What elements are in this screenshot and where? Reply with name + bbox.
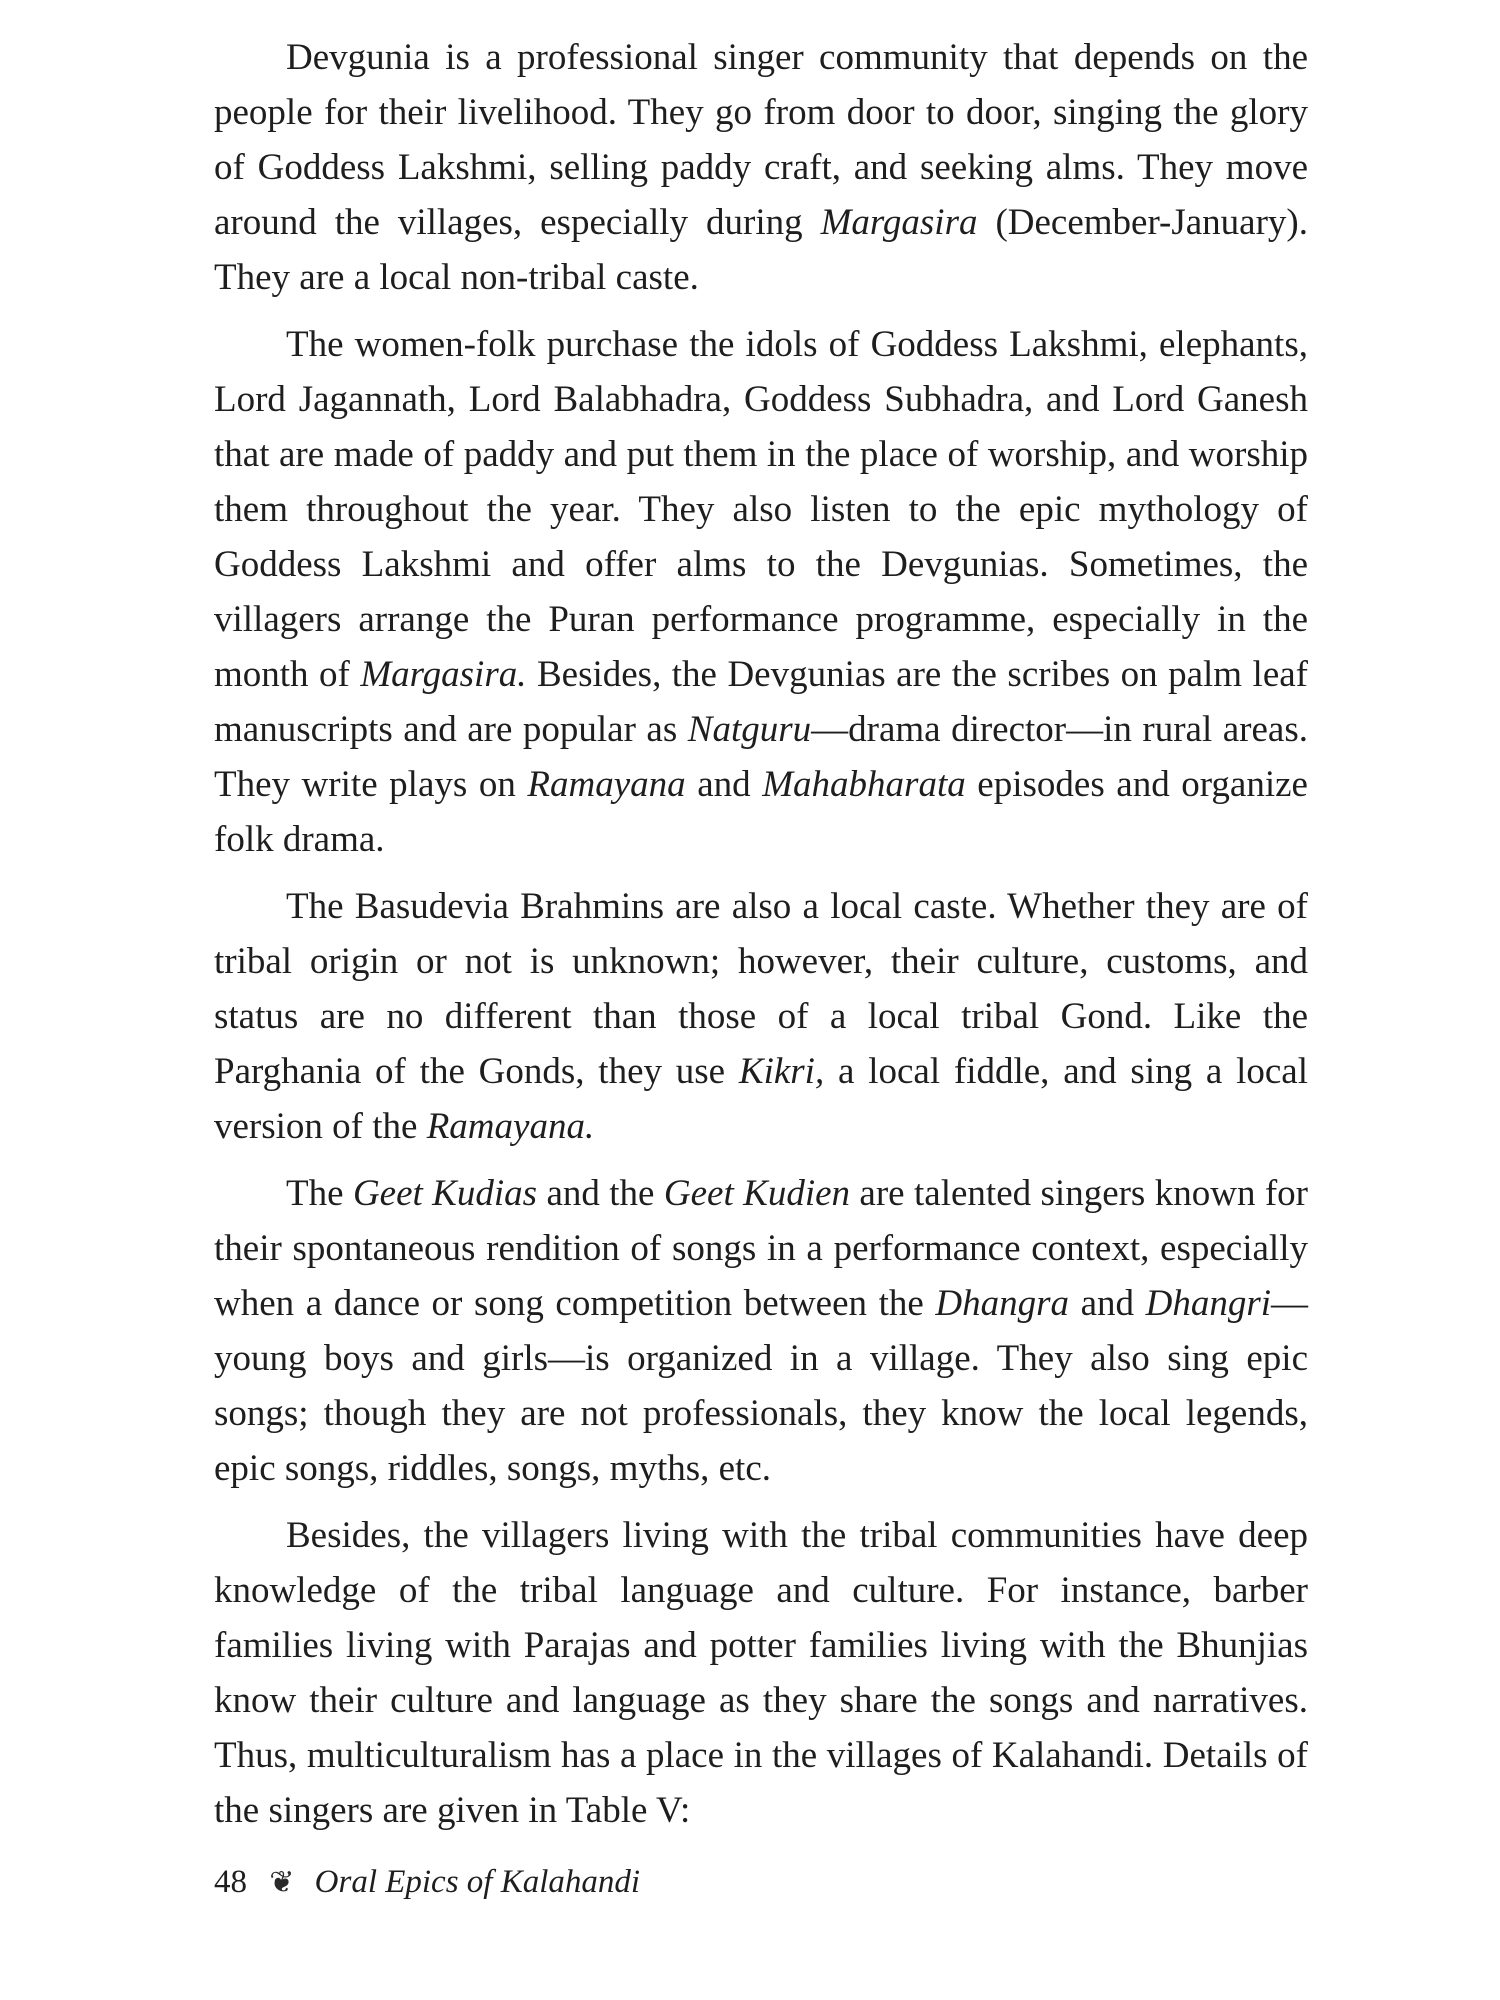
italic-term: Natguru <box>687 709 812 750</box>
text-run: episodes and organize folk drama. <box>214 764 1308 860</box>
text-run: The women-folk purchase the idols of Goddess Lakshmi, elephants, Lord Jagannath, Lord Balabhadra, Goddess Subhadra, and Lord Ganesh that are made of paddy and put them in the place of worship, and worship them throughout the year. They also listen to the epic mythology of Goddess Lakshmi and offer alms to the Devgunias. Sometimes, the villagers arrange the Puran performance programme, especially in the month of <box>214 324 1308 695</box>
floral-ornament-icon: ❦ <box>269 1866 295 1899</box>
italic-term: Ramayana <box>527 764 686 805</box>
italic-term: Kikri, <box>738 1051 825 1092</box>
text-run: and the <box>537 1173 664 1214</box>
running-title: Oral Epics of Kalahandi <box>314 1864 641 1900</box>
paragraph-geet-kudias <box>214 1166 1308 1496</box>
text-run: and <box>685 764 763 805</box>
text-run: and <box>1069 1283 1146 1324</box>
italic-term: Geet Kudien <box>663 1173 851 1214</box>
italic-term: Margasira. <box>360 654 527 695</box>
paragraph-multiculturalism <box>214 1508 1308 1838</box>
italic-term: Geet Kudias <box>352 1173 538 1214</box>
italic-term: Ramayana. <box>426 1106 595 1147</box>
main-text <box>214 30 1308 1850</box>
text-run: (December-January). They are a local non-tribal caste. <box>214 202 1308 298</box>
italic-term: Dhangri <box>1145 1283 1271 1324</box>
text-run: Devgunia is a professional singer community that depends on the people for their livelihood. They go from door to door, singing the glory of Goddess Lakshmi, selling paddy craft, and seeking alms. They move around the villages, especially during <box>214 37 1308 243</box>
italic-term: Dhangra <box>935 1283 1070 1324</box>
paragraph-women-folk <box>214 317 1308 867</box>
paragraph-devgunia <box>214 30 1308 305</box>
text-run: are talented singers known for their spontaneous rendition of songs in a performance context, especially when a dance or song competition between the <box>214 1173 1309 1324</box>
page-footer <box>214 1862 640 1903</box>
text-run: a local fiddle, and sing a local version of the <box>214 1051 1308 1147</box>
page-number: 48 <box>214 1864 247 1900</box>
italic-term: Margasira <box>820 202 978 243</box>
text-run: —young boys and girls—is organized in a village. They also sing epic songs; though they are not professionals, they know the local legends, epic songs, riddles, songs, myths, etc. <box>214 1283 1308 1489</box>
text-run: —drama director—in rural areas. They write plays on <box>214 709 1308 805</box>
text-run: Besides, the villagers living with the tribal communities have deep knowledge of the tribal language and culture. For instance, barber families living with Parajas and potter families living with the Bhunjias know their culture and language as they share the songs and narratives. Thus, multiculturalism has a place in the villages of Kalahandi. Details of the singers are given in Table V: <box>214 1515 1308 1831</box>
text-run: Besides, the Devgunias are the scribes on palm leaf manuscripts and are popular as <box>214 654 1308 750</box>
text-run: The <box>286 1173 353 1214</box>
text-run: The Basudevia Brahmins are also a local caste. Whether they are of tribal origin or not is unknown; however, their culture, customs, and status are no different than those of a local tribal Gond. Like the Parghania of the Gonds, they use <box>214 886 1308 1092</box>
paragraph-basudevia-brahmins <box>214 879 1308 1154</box>
italic-term: Mahabharata <box>762 764 966 805</box>
